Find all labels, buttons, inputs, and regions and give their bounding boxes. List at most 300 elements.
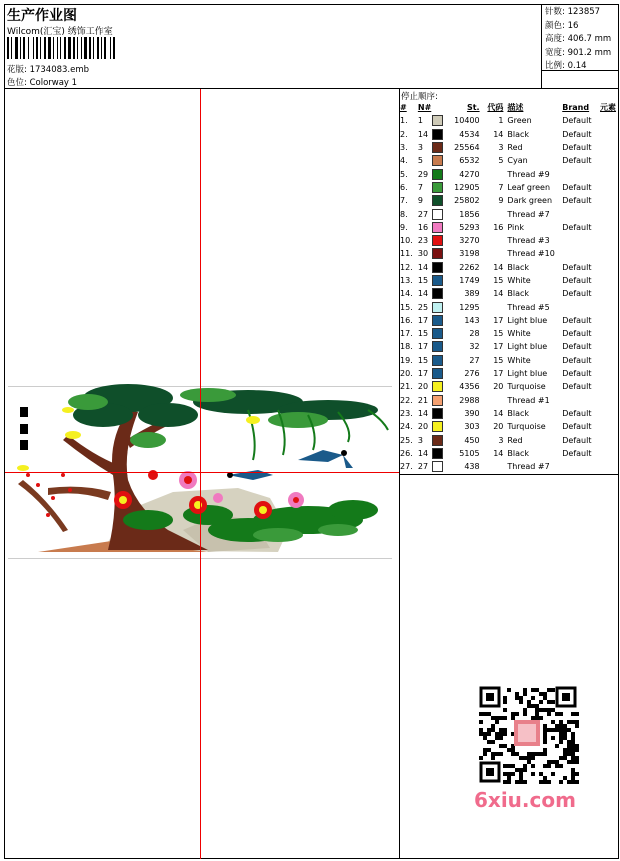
color-swatch bbox=[432, 341, 443, 352]
row-needle: 17 bbox=[417, 315, 429, 325]
header-divider bbox=[5, 88, 619, 89]
row-swatch bbox=[432, 367, 444, 380]
thread-row bbox=[400, 141, 620, 154]
row-index: 27. bbox=[400, 462, 413, 472]
row-code: 3 bbox=[498, 143, 504, 153]
row-index: 7. bbox=[400, 196, 408, 206]
row-code bbox=[480, 247, 504, 260]
row-description: Thread #7 bbox=[507, 462, 550, 472]
row-index: 8. bbox=[400, 209, 408, 219]
row-index: 4. bbox=[400, 156, 408, 166]
row-code: 14 bbox=[493, 408, 504, 418]
row-swatch bbox=[432, 207, 444, 220]
row-element bbox=[600, 407, 620, 420]
row-element bbox=[600, 433, 620, 446]
row-stitches: 438 bbox=[464, 462, 480, 472]
colorway-value: Colorway 1 bbox=[29, 78, 78, 88]
thread-row bbox=[400, 234, 620, 247]
color-swatch bbox=[432, 142, 443, 153]
row-needle: 15 bbox=[417, 329, 429, 339]
row-description: Black bbox=[507, 448, 530, 458]
row-stitches: 5105 bbox=[459, 448, 480, 458]
row-needle: 20 bbox=[417, 422, 429, 432]
row-element bbox=[600, 181, 620, 194]
thread-row bbox=[400, 367, 620, 380]
color-swatch bbox=[432, 395, 443, 406]
row-swatch bbox=[432, 314, 444, 327]
row-swatch bbox=[432, 420, 444, 433]
thread-row bbox=[400, 167, 620, 180]
row-needle: 17 bbox=[417, 369, 429, 379]
row-index: 19. bbox=[400, 355, 413, 365]
center-line-horizontal bbox=[5, 472, 399, 473]
row-brand bbox=[562, 207, 600, 220]
row-stitches: 28 bbox=[469, 329, 480, 339]
thread-row bbox=[400, 460, 620, 473]
color-swatch bbox=[432, 448, 443, 459]
row-stitches: 389 bbox=[464, 289, 480, 299]
row-brand: Default bbox=[562, 329, 592, 339]
thread-row bbox=[400, 300, 620, 313]
row-description: Turquoise bbox=[507, 382, 546, 392]
row-code: 5 bbox=[498, 156, 504, 166]
color-swatch bbox=[432, 315, 443, 326]
row-swatch bbox=[432, 261, 444, 274]
row-element bbox=[600, 141, 620, 154]
row-swatch bbox=[432, 274, 444, 287]
row-description: Thread #3 bbox=[507, 236, 550, 246]
row-stitches: 5293 bbox=[459, 222, 480, 232]
row-needle: 14 bbox=[417, 262, 429, 272]
color-swatch bbox=[432, 381, 443, 392]
row-stitches: 2262 bbox=[459, 262, 480, 272]
row-index: 6. bbox=[400, 182, 408, 192]
row-description: Black bbox=[507, 129, 530, 139]
site-watermark: 6xiu.com bbox=[474, 788, 576, 812]
thread-row bbox=[400, 261, 620, 274]
thread-row bbox=[400, 407, 620, 420]
row-needle: 17 bbox=[417, 342, 429, 352]
row-stitches: 3270 bbox=[459, 236, 480, 246]
row-stitches: 2988 bbox=[459, 395, 480, 405]
row-code bbox=[480, 300, 504, 313]
color-swatch bbox=[432, 368, 443, 379]
row-needle: 14 bbox=[417, 408, 429, 418]
row-description: Turquoise bbox=[507, 422, 546, 432]
row-description: White bbox=[507, 355, 531, 365]
row-element bbox=[600, 167, 620, 180]
row-element bbox=[600, 247, 620, 260]
row-needle: 30 bbox=[417, 249, 429, 259]
thread-row bbox=[400, 247, 620, 260]
row-element bbox=[600, 367, 620, 380]
row-needle: 27 bbox=[417, 462, 429, 472]
row-element bbox=[600, 114, 620, 127]
thread-table bbox=[400, 101, 620, 473]
row-description: Black bbox=[507, 262, 530, 272]
row-code: 15 bbox=[493, 329, 504, 339]
row-swatch bbox=[432, 234, 444, 247]
row-brand bbox=[562, 460, 600, 473]
row-swatch bbox=[432, 354, 444, 367]
row-index: 21. bbox=[400, 382, 413, 392]
thread-row bbox=[400, 287, 620, 300]
row-element bbox=[600, 221, 620, 234]
row-needle: 23 bbox=[417, 236, 429, 246]
row-stitches: 3198 bbox=[459, 249, 480, 259]
row-index: 11. bbox=[400, 249, 413, 259]
row-swatch bbox=[432, 340, 444, 353]
row-needle: 16 bbox=[417, 222, 429, 232]
row-stitches: 32 bbox=[469, 342, 480, 352]
row-code: 14 bbox=[493, 448, 504, 458]
color-swatch bbox=[432, 115, 443, 126]
row-swatch bbox=[432, 194, 444, 207]
col-needle: N# bbox=[417, 103, 432, 113]
row-brand: Default bbox=[562, 222, 592, 232]
row-brand: Default bbox=[562, 422, 592, 432]
row-code bbox=[480, 460, 504, 473]
row-index: 9. bbox=[400, 222, 408, 232]
row-needle: 3 bbox=[417, 143, 423, 153]
row-index: 10. bbox=[400, 236, 413, 246]
row-element bbox=[600, 460, 620, 473]
design-label: 花版: bbox=[7, 65, 27, 75]
row-code: 7 bbox=[498, 182, 504, 192]
row-code: 14 bbox=[493, 262, 504, 272]
row-stitches: 4534 bbox=[459, 129, 480, 139]
row-swatch bbox=[432, 447, 444, 460]
thread-row bbox=[400, 128, 620, 141]
row-element bbox=[600, 394, 620, 407]
thread-row bbox=[400, 447, 620, 460]
row-element bbox=[600, 354, 620, 367]
row-description: White bbox=[507, 329, 531, 339]
color-swatch bbox=[432, 435, 443, 446]
row-element bbox=[600, 380, 620, 393]
color-swatch bbox=[432, 355, 443, 366]
stats-panel bbox=[545, 6, 611, 74]
color-swatch bbox=[432, 275, 443, 286]
row-swatch bbox=[432, 221, 444, 234]
subtitle: Wilcom(汇宝) 绣饰工作室 bbox=[7, 27, 113, 37]
row-description: Red bbox=[507, 143, 523, 153]
col-brand: Brand bbox=[562, 103, 590, 113]
stat-colors: 颜色: 16 bbox=[545, 20, 579, 31]
stat-width: 宽度: 901.2 mm bbox=[545, 47, 612, 58]
row-swatch bbox=[432, 300, 444, 313]
row-swatch bbox=[432, 287, 444, 300]
row-brand bbox=[562, 167, 600, 180]
thread-row bbox=[400, 433, 620, 446]
row-index: 15. bbox=[400, 302, 413, 312]
col-index: # bbox=[400, 103, 407, 113]
row-stitches: 4270 bbox=[459, 169, 480, 179]
row-swatch bbox=[432, 247, 444, 260]
row-brand: Default bbox=[562, 262, 592, 272]
thread-row bbox=[400, 207, 620, 220]
row-element bbox=[600, 287, 620, 300]
row-description: Thread #10 bbox=[507, 249, 555, 259]
row-index: 20. bbox=[400, 369, 413, 379]
row-description: Cyan bbox=[507, 156, 528, 166]
row-code: 17 bbox=[493, 369, 504, 379]
row-index: 2. bbox=[400, 129, 408, 139]
row-swatch bbox=[432, 181, 444, 194]
row-brand: Default bbox=[562, 342, 592, 352]
row-element bbox=[600, 314, 620, 327]
row-brand: Default bbox=[562, 315, 592, 325]
row-description: Light blue bbox=[507, 342, 548, 352]
row-code: 14 bbox=[493, 129, 504, 139]
row-code: 17 bbox=[493, 315, 504, 325]
row-index: 24. bbox=[400, 422, 413, 432]
row-code: 20 bbox=[493, 382, 504, 392]
page-title: 生产作业图 bbox=[7, 8, 77, 24]
row-needle: 25 bbox=[417, 302, 429, 312]
row-needle: 14 bbox=[417, 289, 429, 299]
col-stitches: St. bbox=[466, 103, 480, 113]
row-code: 17 bbox=[493, 342, 504, 352]
design-value: 1734083.emb bbox=[29, 65, 90, 75]
row-needle: 3 bbox=[417, 435, 423, 445]
row-index: 17. bbox=[400, 329, 413, 339]
thread-row bbox=[400, 114, 620, 127]
stat-stitches: 针数: 123857 bbox=[545, 7, 601, 17]
row-swatch bbox=[432, 141, 444, 154]
color-swatch bbox=[432, 302, 443, 313]
row-brand bbox=[562, 394, 600, 407]
row-element bbox=[600, 207, 620, 220]
row-index: 26. bbox=[400, 448, 413, 458]
row-element bbox=[600, 327, 620, 340]
row-description: Light blue bbox=[507, 369, 548, 379]
row-code: 9 bbox=[498, 196, 504, 206]
row-stitches: 390 bbox=[464, 408, 480, 418]
row-element bbox=[600, 261, 620, 274]
colorway-label: 色位: bbox=[7, 78, 27, 88]
stop-order-title: 停止顺序: bbox=[401, 92, 438, 102]
row-brand: Default bbox=[562, 129, 592, 139]
thread-table-header bbox=[400, 101, 620, 114]
thread-row bbox=[400, 420, 620, 433]
color-swatch bbox=[432, 408, 443, 419]
center-line-vertical bbox=[200, 89, 201, 859]
row-index: 14. bbox=[400, 289, 413, 299]
row-element bbox=[600, 420, 620, 433]
row-swatch bbox=[432, 167, 444, 180]
row-index: 23. bbox=[400, 408, 413, 418]
row-stitches: 4356 bbox=[459, 382, 480, 392]
thread-row bbox=[400, 380, 620, 393]
row-needle: 15 bbox=[417, 355, 429, 365]
row-code: 14 bbox=[493, 289, 504, 299]
row-element bbox=[600, 274, 620, 287]
col-element: 元素 bbox=[600, 103, 617, 113]
row-stitches: 450 bbox=[464, 435, 480, 445]
col-code: 代码 bbox=[487, 103, 504, 113]
colorway-row bbox=[7, 76, 77, 88]
row-code: 1 bbox=[498, 116, 504, 126]
color-swatch bbox=[432, 248, 443, 259]
row-swatch bbox=[432, 327, 444, 340]
row-element bbox=[600, 300, 620, 313]
color-swatch bbox=[432, 328, 443, 339]
col-description: 描述 bbox=[507, 103, 524, 113]
row-description: White bbox=[507, 276, 531, 285]
row-stitches: 27 bbox=[469, 355, 480, 365]
barcode bbox=[7, 37, 142, 59]
row-stitches: 276 bbox=[464, 369, 480, 379]
row-description: Black bbox=[507, 289, 530, 299]
row-brand: Default bbox=[562, 435, 592, 445]
row-needle: 7 bbox=[417, 182, 423, 192]
thread-row bbox=[400, 327, 620, 340]
thread-row bbox=[400, 221, 620, 234]
row-stitches: 143 bbox=[464, 315, 480, 325]
color-swatch bbox=[432, 129, 443, 140]
thread-row bbox=[400, 181, 620, 194]
row-brand: Default bbox=[562, 369, 592, 379]
design-name-row bbox=[7, 63, 89, 75]
row-needle: 27 bbox=[417, 209, 429, 219]
row-brand: Default bbox=[562, 156, 592, 166]
row-brand: Default bbox=[562, 276, 592, 285]
row-code: 20 bbox=[493, 422, 504, 432]
color-swatch bbox=[432, 421, 443, 432]
row-brand: Default bbox=[562, 408, 592, 418]
thread-row bbox=[400, 274, 620, 287]
row-code bbox=[480, 394, 504, 407]
row-element bbox=[600, 340, 620, 353]
row-swatch bbox=[432, 128, 444, 141]
row-stitches: 1749 bbox=[459, 276, 480, 285]
row-needle: 9 bbox=[417, 196, 423, 206]
row-description: Thread #9 bbox=[507, 169, 550, 179]
color-swatch bbox=[432, 169, 443, 180]
row-brand: Default bbox=[562, 448, 592, 458]
row-needle: 15 bbox=[417, 276, 429, 285]
color-swatch bbox=[432, 461, 443, 472]
thread-row bbox=[400, 340, 620, 353]
row-code: 16 bbox=[493, 222, 504, 232]
row-brand: Default bbox=[562, 196, 592, 206]
row-brand bbox=[562, 234, 600, 247]
row-swatch bbox=[432, 407, 444, 420]
row-brand: Default bbox=[562, 143, 592, 153]
row-brand: Default bbox=[562, 382, 592, 392]
row-description: Pink bbox=[507, 222, 524, 232]
row-index: 18. bbox=[400, 342, 413, 352]
row-description: Thread #7 bbox=[507, 209, 550, 219]
row-index: 22. bbox=[400, 395, 413, 405]
row-stitches: 10400 bbox=[454, 116, 480, 126]
row-code bbox=[480, 207, 504, 220]
thread-row bbox=[400, 354, 620, 367]
row-swatch bbox=[432, 433, 444, 446]
row-swatch bbox=[432, 114, 444, 127]
row-element bbox=[600, 234, 620, 247]
row-description: Light blue bbox=[507, 315, 548, 325]
row-element bbox=[600, 128, 620, 141]
row-index: 12. bbox=[400, 262, 413, 272]
row-description: Black bbox=[507, 408, 530, 418]
row-stitches: 1295 bbox=[459, 302, 480, 312]
row-needle: 14 bbox=[417, 448, 429, 458]
stat-height: 高度: 406.7 mm bbox=[545, 34, 612, 45]
color-swatch bbox=[432, 262, 443, 273]
row-description: Red bbox=[507, 435, 523, 445]
row-element bbox=[600, 194, 620, 207]
color-swatch bbox=[432, 222, 443, 233]
row-swatch bbox=[432, 394, 444, 407]
row-swatch bbox=[432, 380, 444, 393]
color-swatch bbox=[432, 155, 443, 166]
row-description: Green bbox=[507, 116, 532, 126]
row-element bbox=[600, 447, 620, 460]
row-brand: Default bbox=[562, 182, 592, 192]
row-description: Thread #5 bbox=[507, 302, 550, 312]
row-swatch bbox=[432, 154, 444, 167]
color-swatch bbox=[432, 209, 443, 220]
row-swatch bbox=[432, 460, 444, 473]
row-code: 15 bbox=[493, 276, 504, 285]
row-stitches: 303 bbox=[464, 422, 480, 432]
row-code bbox=[480, 167, 504, 180]
row-brand: Default bbox=[562, 355, 592, 365]
row-needle: 14 bbox=[417, 129, 429, 139]
row-needle: 1 bbox=[417, 116, 423, 126]
row-description: Leaf green bbox=[507, 182, 551, 192]
color-swatch bbox=[432, 182, 443, 193]
color-swatch bbox=[432, 235, 443, 246]
row-description: Thread #1 bbox=[507, 395, 550, 405]
thread-row bbox=[400, 194, 620, 207]
row-needle: 5 bbox=[417, 156, 423, 166]
color-swatch bbox=[432, 195, 443, 206]
row-brand: Default bbox=[562, 289, 592, 299]
row-stitches: 25802 bbox=[454, 196, 480, 206]
row-code bbox=[480, 234, 504, 247]
table-bottom-divider bbox=[399, 474, 619, 475]
row-needle: 29 bbox=[417, 169, 429, 179]
row-index: 16. bbox=[400, 315, 413, 325]
row-brand: Default bbox=[562, 116, 592, 126]
thread-row bbox=[400, 314, 620, 327]
row-needle: 21 bbox=[417, 395, 429, 405]
row-needle: 20 bbox=[417, 382, 429, 392]
stats-divider bbox=[541, 5, 542, 89]
row-stitches: 12905 bbox=[454, 182, 480, 192]
row-code: 3 bbox=[498, 435, 504, 445]
row-index: 3. bbox=[400, 143, 408, 153]
row-brand bbox=[562, 247, 600, 260]
row-element bbox=[600, 154, 620, 167]
stat-scale: 比例: 0.14 bbox=[545, 61, 587, 72]
color-swatch bbox=[432, 288, 443, 299]
row-stitches: 6532 bbox=[459, 156, 480, 166]
row-code: 15 bbox=[493, 355, 504, 365]
row-description: Dark green bbox=[507, 196, 553, 206]
thread-row bbox=[400, 394, 620, 407]
row-brand bbox=[562, 300, 600, 313]
thread-row bbox=[400, 154, 620, 167]
row-index: 1. bbox=[400, 116, 408, 126]
row-index: 25. bbox=[400, 435, 413, 445]
row-index: 13. bbox=[400, 276, 413, 285]
row-stitches: 25564 bbox=[454, 143, 480, 153]
row-index: 5. bbox=[400, 169, 408, 179]
